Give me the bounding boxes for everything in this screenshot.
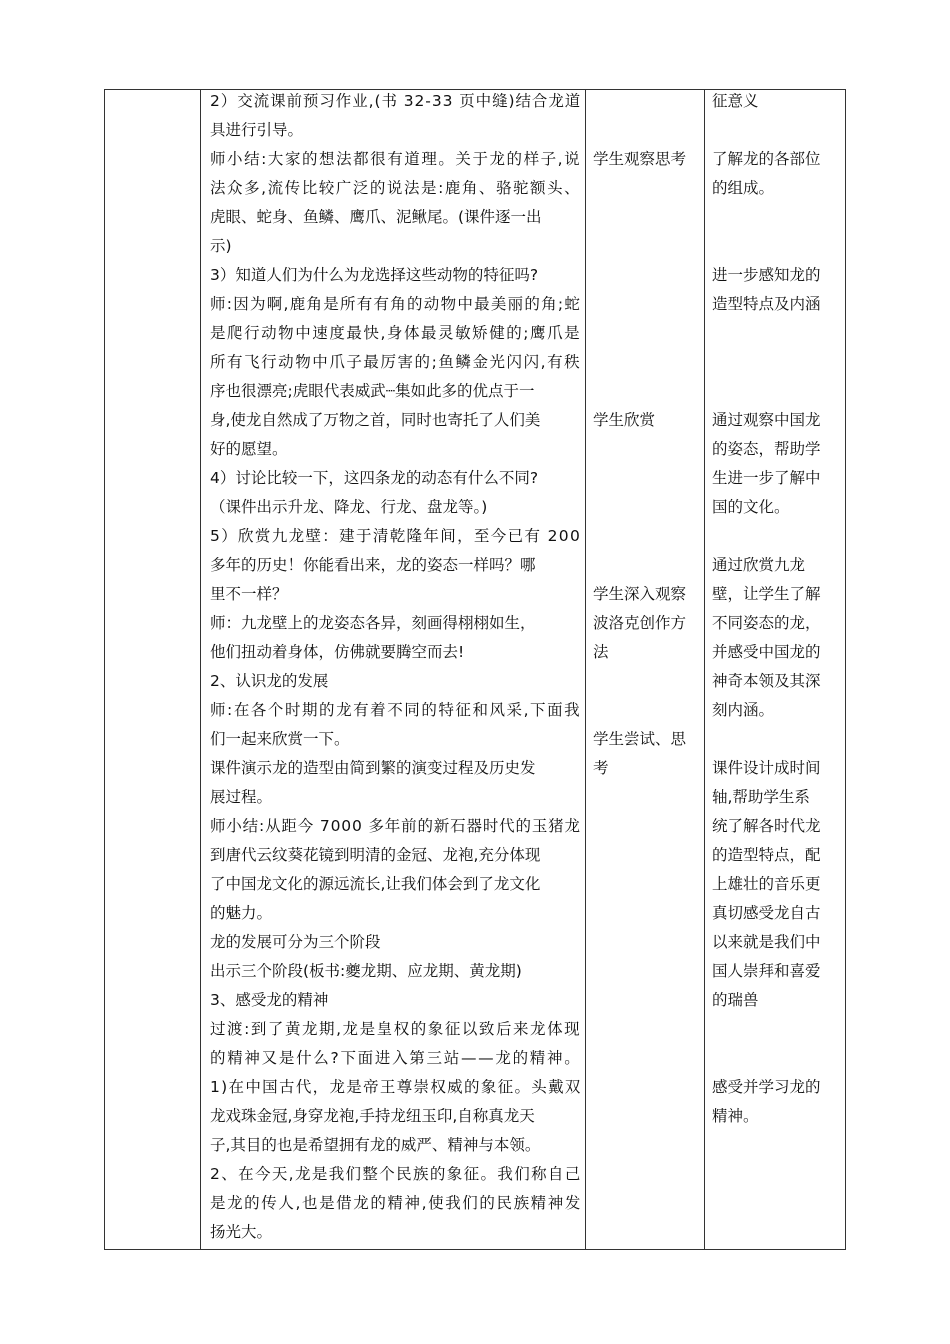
procedure-line: 2）交流课前预习作业,(书 32-33 页中缝)结合龙道 [210, 92, 582, 110]
procedure-line: 具进行引导。 [210, 121, 304, 139]
design-intent-line: 国的文化。 [712, 498, 790, 516]
procedure-line: 的精神又是什么?下面进入第三站——龙的精神。 [210, 1049, 582, 1067]
procedure-line: 身,使龙自然成了万物之首，同时也寄托了人们美 [210, 411, 541, 429]
design-intent-line: 以来就是我们中 [712, 933, 821, 951]
procedure-line: 们一起来欣赏一下。 [210, 730, 350, 748]
procedure-line: 1)在中国古代，龙是帝王尊崇权威的象征。头戴双 [210, 1078, 582, 1096]
procedure-line: 师小结:从距今 7000 多年前的新石器时代的玉猪龙 [210, 817, 581, 835]
design-intent-line: 的组成。 [712, 179, 775, 197]
procedure-line: 示) [210, 237, 232, 255]
procedure-line: 多年的历史！你能看出来，龙的姿态一样吗？哪 [210, 556, 536, 574]
student-activity-line: 学生尝试、思 [593, 730, 687, 748]
design-intent-line: 通过欣赏九龙 [712, 556, 806, 574]
design-intent-line: 课件设计成时间 [712, 759, 821, 777]
procedure-line: 课件演示龙的造型由简到繁的演变过程及历史发 [210, 759, 536, 777]
student-activity-line: 学生观察思考 [593, 150, 687, 168]
column-divider [200, 90, 201, 1249]
student-activity-line: 学生深入观察 [593, 585, 687, 603]
procedure-line: 所有飞行动物中爪子最厉害的;鱼鳞金光闪闪,有秩 [210, 353, 582, 371]
design-intent-line: 的造型特点，配 [712, 846, 821, 864]
student-activity-line: 波洛克创作方 [593, 614, 687, 632]
procedure-line: 里不一样？ [210, 585, 288, 603]
design-intent-line: 感受并学习龙的 [712, 1078, 821, 1096]
design-intent-line: 统了解各时代龙 [712, 817, 821, 835]
procedure-line: 龙的发展可分为三个阶段 [210, 933, 381, 951]
design-intent-line: 的姿态，帮助学 [712, 440, 821, 458]
procedure-line: 展过程。 [210, 788, 273, 806]
procedure-line: 3）知道人们为什么为龙选择这些动物的特征吗? [210, 266, 539, 284]
design-intent-line: 上雄壮的音乐更 [712, 875, 821, 893]
procedure-line: 是爬行动物中速度最快,身体最灵敏矫健的;鹰爪是 [210, 324, 582, 342]
design-intent-line: 通过观察中国龙 [712, 411, 821, 429]
column-divider [585, 90, 586, 1249]
procedure-line: 他们扭动着身体，仿佛就要腾空而去! [210, 643, 465, 661]
procedure-line: 5）欣赏九龙壁：建于清乾隆年间，至今已有 200 [210, 527, 582, 545]
column-divider [704, 90, 705, 1249]
design-intent-line: 真切感受龙自古 [712, 904, 821, 922]
procedure-line: 师：九龙壁上的龙姿态各异，刻画得栩栩如生， [210, 614, 536, 632]
procedure-line: 龙戏珠金冠,身穿龙袍,手持龙纽玉印,自称真龙天 [210, 1107, 535, 1125]
procedure-line: 2、认识龙的发展 [210, 672, 329, 690]
student-activity-line: 考 [593, 759, 609, 777]
procedure-line: 扬光大。 [210, 1223, 273, 1241]
design-intent-line: 的瑞兽 [712, 991, 759, 1009]
procedure-line: 的魅力。 [210, 904, 273, 922]
procedure-line: 是龙的传人,也是借龙的精神,使我们的民族精神发 [210, 1194, 582, 1212]
procedure-line: 3、感受龙的精神 [210, 991, 329, 1009]
procedure-line: 师小结:大家的想法都很有道理。关于龙的样子,说 [210, 150, 582, 168]
design-intent-line: 精神。 [712, 1107, 759, 1125]
procedure-line: 过渡:到了黄龙期,龙是皇权的象征以致后来龙体现 [210, 1020, 582, 1038]
procedure-line: 好的愿望。 [210, 440, 288, 458]
design-intent-line: 轴,帮助学生系 [712, 788, 810, 806]
procedure-line: 2、在今天,龙是我们整个民族的象征。我们称自己 [210, 1165, 582, 1183]
design-intent-line: 壁，让学生了解 [712, 585, 821, 603]
design-intent-line: 了解龙的各部位 [712, 150, 821, 168]
procedure-line: 到唐代云纹葵花镜到明清的金冠、龙袍,充分体现 [210, 846, 541, 864]
design-intent-line: 生进一步了解中 [712, 469, 821, 487]
procedure-line: 了中国龙文化的源远流长,让我们体会到了龙文化 [210, 875, 541, 893]
procedure-line: 法众多,流传比较广泛的说法是:鹿角、骆驼额头、 [210, 179, 582, 197]
design-intent-line: 不同姿态的龙， [712, 614, 821, 632]
design-intent-line: 进一步感知龙的 [712, 266, 821, 284]
design-intent-line: 刻内涵。 [712, 701, 775, 719]
lesson-plan-table [104, 89, 846, 1250]
design-intent-line: 国人崇拜和喜爱 [712, 962, 821, 980]
procedure-line: 虎眼、蛇身、鱼鳞、鹰爪、泥鳅尾。(课件逐一出 [210, 208, 542, 226]
design-intent-line: 并感受中国龙的 [712, 643, 821, 661]
student-activity-line: 法 [593, 643, 609, 661]
procedure-line: 师:因为啊,鹿角是所有有角的动物中最美丽的角;蛇 [210, 295, 582, 313]
procedure-line: 4）讨论比较一下，这四条龙的动态有什么不同? [210, 469, 539, 487]
design-intent-line: 神奇本领及其深 [712, 672, 821, 690]
procedure-line: 序也很漂亮;虎眼代表威武┈集如此多的优点于一 [210, 382, 535, 400]
procedure-line: 出示三个阶段(板书:夔龙期、应龙期、黄龙期) [210, 962, 522, 980]
procedure-line: 师:在各个时期的龙有着不同的特征和风采,下面我 [210, 701, 582, 719]
procedure-line: （课件出示升龙、降龙、行龙、盘龙等。) [210, 498, 488, 516]
design-intent-line: 征意义 [712, 92, 759, 110]
procedure-line: 子,其目的也是希望拥有龙的威严、精神与本领。 [210, 1136, 541, 1154]
design-intent-line: 造型特点及内涵 [712, 295, 821, 313]
student-activity-line: 学生欣赏 [593, 411, 656, 429]
